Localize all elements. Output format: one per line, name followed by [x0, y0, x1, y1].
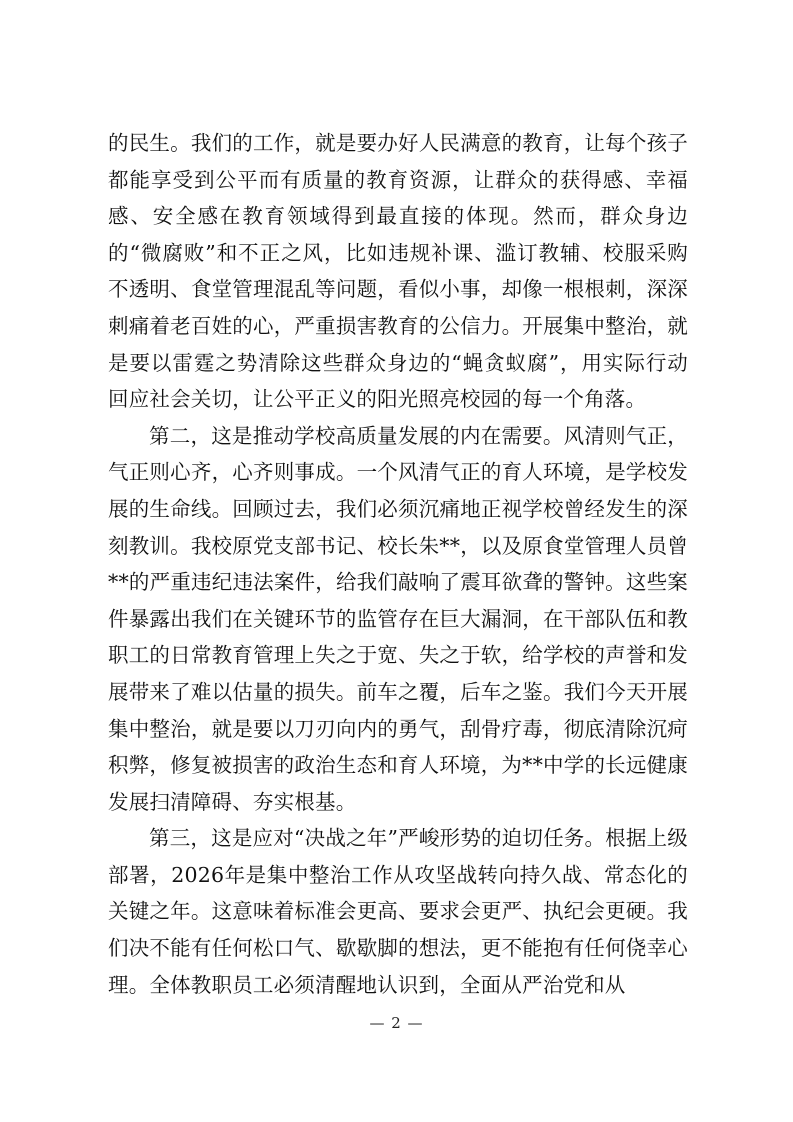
- paragraph-1: 的民生。我们的工作，就是要办好人民满意的教育，让每个孩子都能享受到公平而有质量的教育资源，让群众的获得感、幸福感、安全感在教育领域得到最直接的体现。然而，群众身边的“微腐败”和不正之风，比如违规补课、滥订教辅、校服采购不透明、食堂管理混乱等问题，看似小事，却像一根根刺，深深刺痛着老百姓的心，严重损害教育的公信力。开展集中整治，就是要以雷霆之势清除这些群众身边的“蝇贪蚁腐”，用实际行动回应社会关切，让公平正义的阳光照亮校园的每一个角落。: [108, 131, 688, 412]
- page-number: — 2 —: [369, 1014, 424, 1032]
- body-text: [108, 125, 688, 1003]
- paragraph-2: 第二，这是推动学校高质量发展的内在需要。风清则气正，气正则心齐，心齐则事成。一个风清气正的育人环境，是学校发展的生命线。回顾过去，我们必须沉痛地正视学校曾经发生的深刻教训。我校原党支部书记、校长朱**，以及原食堂管理人员曾**的严重违纪违法案件，给我们敲响了震耳欲聋的警钟。这些案件暴露出我们在关键环节的监管存在巨大漏洞，在干部队伍和教职工的日常教育管理上失之于宽、失之于软，给学校的声誉和发展带来了难以估量的损失。前车之覆，后车之鉴。我们今天开展集中整治，就是要以刀刃向内的勇气，刮骨疗毒，彻底清除沉疴积弊，修复被损害的政治生态和育人环境，为**中学的长远健康发展扫清障碍、夯实根基。: [108, 423, 688, 814]
- paragraph-3: 第三，这是应对“决战之年”严峻形势的迫切任务。根据上级部署，2026年是集中整治工作从攻坚战转向持久战、常态化的关键之年。这意味着标准会更高、要求会更严、执纪会更硬。我们决不能有任何松口气、歇歇脚的想法，更不能抱有任何侥幸心理。全体教职员工必须清醒地认识到，全面从严治党和从: [108, 826, 688, 997]
